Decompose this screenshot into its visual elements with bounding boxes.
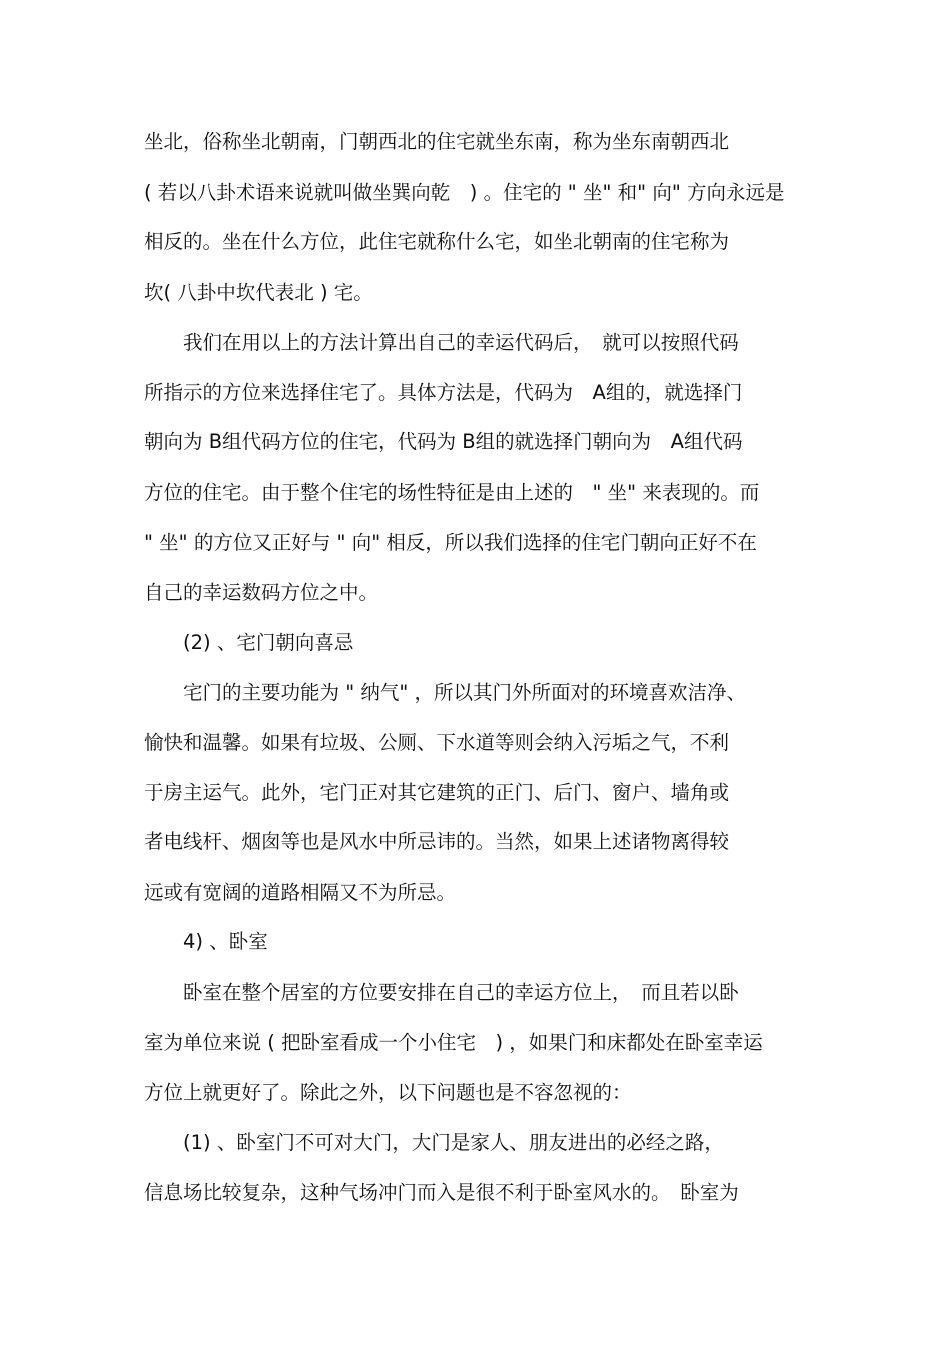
paragraph-line: 我们在用以上的方法计算出自己的幸运代码后， 就可以按照代码 [144,331,739,354]
paragraph-line: (1) 、卧室门不可对大门，大门是家人、朋友进出的必经之路， [144,1131,724,1154]
section-heading: 4) 、卧室 [144,930,268,953]
paragraph-line: 卧室在整个居室的方位要安排在自己的幸运方位上， 而且若以卧 [144,981,739,1004]
text-line: 方位的住宅。由于整个住宅的场性特征是由上述的 " 坐" 来表现的。而 [144,481,760,504]
text-line: ( 若以八卦术语来说就叫做坐巽向乾 ) 。住宅的 " 坐" 和" 向" 方向永远是 [144,181,785,204]
text-line: 自己的幸运数码方位之中。 [144,581,379,604]
text-line: 坐北，俗称坐北朝南，门朝西北的住宅就坐东南，称为坐东南朝西北 [144,130,730,153]
text-line: 坎( 八卦中坎代表北 ) 宅。 [144,281,373,304]
text-line: 愉快和温馨。如果有垃圾、公厕、下水道等则会纳入污垢之气，不利 [144,731,730,754]
text-line: 相反的。坐在什么方位，此住宅就称什么宅，如坐北朝南的住宅称为 [144,230,730,253]
text-line: " 坐" 的方位又正好与 " 向" 相反，所以我们选择的住宅门朝向正好不在 [144,531,757,554]
text-line: 于房主运气。此外，宅门正对其它建筑的正门、后门、窗户、墙角或 [144,781,730,804]
text-line: 室为单位来说 ( 把卧室看成一个小住宅 ) ，如果门和床都处在卧室幸运 [144,1031,763,1054]
paragraph-line: 宅门的主要功能为 " 纳气" ，所以其门外所面对的环境喜欢洁净、 [144,681,747,704]
section-heading: (2) 、宅门朝向喜忌 [144,631,354,654]
text-line: 朝向为 B组代码方位的住宅，代码为 B组的就选择门朝向为 A组代码 [144,430,743,453]
text-line: 所指示的方位来选择住宅了。具体方法是，代码为 A组的，就选择门 [144,381,743,404]
text-line: 方位上就更好了。除此之外，以下问题也是不容忽视的： [144,1081,632,1104]
text-line: 者电线杆、烟囱等也是风水中所忌讳的。当然，如果上述诸物离得较 [144,830,730,853]
text-line: 信息场比较复杂，这种气场冲门而入是很不利于卧室风水的。 卧室为 [144,1181,739,1204]
text-line: 远或有宽阔的道路相隔又不为所忌。 [144,881,457,904]
